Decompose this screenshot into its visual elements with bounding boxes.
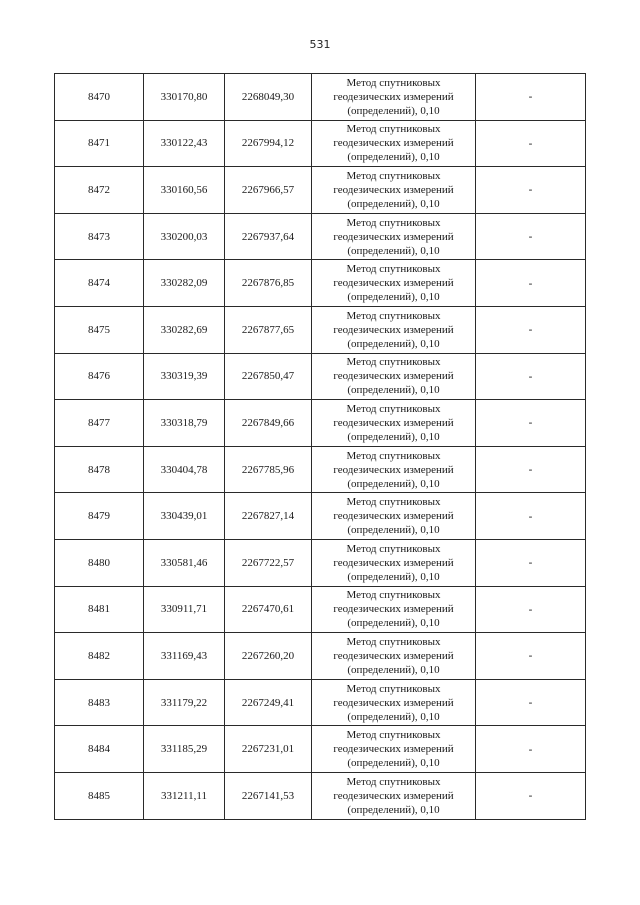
y-coordinate-cell: 2267249,41 [225, 679, 312, 726]
table-row [55, 679, 586, 726]
description-cell: - [476, 539, 586, 586]
method-text-line3: (определений), 0,10 [347, 104, 440, 117]
method-text-line1: Метод спутниковых [346, 402, 441, 415]
x-coordinate-cell: 331169,43 [144, 633, 225, 680]
method-text-line3: (определений), 0,10 [347, 477, 440, 490]
point-number-cell: 8476 [55, 353, 144, 400]
method-cell [312, 446, 476, 493]
method-text-line2: геодезических измерений [333, 463, 454, 476]
method-cell [312, 493, 476, 540]
coordinates-table-body [55, 74, 586, 820]
y-coordinate-cell: 2267966,57 [225, 167, 312, 214]
method-text-line1: Метод спутниковых [346, 635, 441, 648]
x-coordinate-cell: 330160,56 [144, 167, 225, 214]
description-cell: - [476, 493, 586, 540]
y-coordinate-cell: 2267785,96 [225, 446, 312, 493]
method-text-line3: (определений), 0,10 [347, 337, 440, 350]
x-coordinate-cell: 330911,71 [144, 586, 225, 633]
method-text-line3: (определений), 0,10 [347, 570, 440, 583]
method-text-line1: Метод спутниковых [346, 76, 441, 89]
x-coordinate-cell: 330319,39 [144, 353, 225, 400]
description-cell: - [476, 167, 586, 214]
method-text-line3: (определений), 0,10 [347, 291, 440, 304]
method-text-line2: геодезических измерений [333, 277, 454, 290]
table-row [55, 586, 586, 633]
method-text-line1: Метод спутниковых [346, 263, 441, 276]
description-cell: - [476, 260, 586, 307]
method-text-line1: Метод спутниковых [346, 496, 441, 509]
y-coordinate-cell: 2267850,47 [225, 353, 312, 400]
point-number-cell: 8478 [55, 446, 144, 493]
x-coordinate-cell: 330282,09 [144, 260, 225, 307]
description-cell: - [476, 633, 586, 680]
x-coordinate-cell: 331179,22 [144, 679, 225, 726]
description-cell: - [476, 446, 586, 493]
point-number-cell: 8484 [55, 726, 144, 773]
point-number-cell: 8471 [55, 120, 144, 167]
table-row [55, 120, 586, 167]
method-cell [312, 539, 476, 586]
method-cell [312, 353, 476, 400]
point-number-cell: 8472 [55, 167, 144, 214]
table-row [55, 726, 586, 773]
x-coordinate-cell: 330581,46 [144, 539, 225, 586]
y-coordinate-cell: 2267470,61 [225, 586, 312, 633]
table-row [55, 633, 586, 680]
description-cell: - [476, 586, 586, 633]
method-cell [312, 74, 476, 121]
method-text-line3: (определений), 0,10 [347, 710, 440, 723]
x-coordinate-cell: 330318,79 [144, 400, 225, 447]
y-coordinate-cell: 2267877,65 [225, 306, 312, 353]
method-text-line3: (определений), 0,10 [347, 663, 440, 676]
y-coordinate-cell: 2267260,20 [225, 633, 312, 680]
table-row [55, 167, 586, 214]
method-text-line1: Метод спутниковых [346, 589, 441, 602]
method-text-line1: Метод спутниковых [346, 449, 441, 462]
method-text-line2: геодезических измерений [333, 90, 454, 103]
method-text-line3: (определений), 0,10 [347, 244, 440, 257]
method-cell [312, 213, 476, 260]
point-number-cell: 8483 [55, 679, 144, 726]
method-text-line2: геодезических измерений [333, 789, 454, 802]
description-cell: - [476, 74, 586, 121]
method-text-line2: геодезических измерений [333, 649, 454, 662]
method-text-line3: (определений), 0,10 [347, 384, 440, 397]
method-text-line1: Метод спутниковых [346, 216, 441, 229]
description-cell: - [476, 213, 586, 260]
x-coordinate-cell: 331185,29 [144, 726, 225, 773]
description-cell: - [476, 306, 586, 353]
y-coordinate-cell: 2267937,64 [225, 213, 312, 260]
method-cell [312, 400, 476, 447]
method-text-line2: геодезических измерений [333, 510, 454, 523]
method-cell [312, 586, 476, 633]
y-coordinate-cell: 2267231,01 [225, 726, 312, 773]
description-cell: - [476, 726, 586, 773]
table-row [55, 306, 586, 353]
y-coordinate-cell: 2267849,66 [225, 400, 312, 447]
method-cell [312, 120, 476, 167]
description-cell: - [476, 772, 586, 819]
method-text-line3: (определений), 0,10 [347, 803, 440, 816]
method-cell [312, 679, 476, 726]
table-row [55, 539, 586, 586]
point-number-cell: 8482 [55, 633, 144, 680]
method-text-line2: геодезических измерений [333, 230, 454, 243]
point-number-cell: 8477 [55, 400, 144, 447]
method-cell [312, 633, 476, 680]
description-cell: - [476, 120, 586, 167]
y-coordinate-cell: 2267141,53 [225, 772, 312, 819]
method-cell [312, 726, 476, 773]
point-number-cell: 8473 [55, 213, 144, 260]
method-text-line1: Метод спутниковых [346, 775, 441, 788]
point-number-cell: 8481 [55, 586, 144, 633]
point-number-cell: 8470 [55, 74, 144, 121]
method-text-line2: геодезических измерений [333, 556, 454, 569]
method-text-line1: Метод спутниковых [346, 729, 441, 742]
method-text-line1: Метод спутниковых [346, 123, 441, 136]
method-text-line2: геодезических измерений [333, 743, 454, 756]
method-text-line1: Метод спутниковых [346, 682, 441, 695]
y-coordinate-cell: 2267876,85 [225, 260, 312, 307]
point-number-cell: 8475 [55, 306, 144, 353]
y-coordinate-cell: 2267827,14 [225, 493, 312, 540]
table-row [55, 353, 586, 400]
method-text-line1: Метод спутниковых [346, 169, 441, 182]
method-text-line2: геодезических измерений [333, 183, 454, 196]
method-cell [312, 167, 476, 214]
y-coordinate-cell: 2267722,57 [225, 539, 312, 586]
x-coordinate-cell: 330170,80 [144, 74, 225, 121]
table-row [55, 400, 586, 447]
method-text-line2: геодезических измерений [333, 370, 454, 383]
method-text-line2: геодезических измерений [333, 323, 454, 336]
method-text-line3: (определений), 0,10 [347, 617, 440, 630]
method-text-line2: геодезических измерений [333, 137, 454, 150]
point-number-cell: 8474 [55, 260, 144, 307]
method-cell [312, 306, 476, 353]
method-text-line3: (определений), 0,10 [347, 757, 440, 770]
x-coordinate-cell: 330282,69 [144, 306, 225, 353]
table-row [55, 74, 586, 121]
table-row [55, 446, 586, 493]
method-text-line2: геодезических измерений [333, 603, 454, 616]
description-cell: - [476, 353, 586, 400]
table-row [55, 493, 586, 540]
coordinates-table [54, 73, 586, 820]
point-number-cell: 8479 [55, 493, 144, 540]
page-number: 531 [309, 38, 331, 51]
method-text-line3: (определений), 0,10 [347, 151, 440, 164]
table-row [55, 213, 586, 260]
method-text-line2: геодезических измерений [333, 696, 454, 709]
method-text-line3: (определений), 0,10 [347, 524, 440, 537]
method-cell [312, 260, 476, 307]
x-coordinate-cell: 330439,01 [144, 493, 225, 540]
x-coordinate-cell: 331211,11 [144, 772, 225, 819]
point-number-cell: 8485 [55, 772, 144, 819]
method-text-line2: геодезических измерений [333, 416, 454, 429]
y-coordinate-cell: 2268049,30 [225, 74, 312, 121]
point-number-cell: 8480 [55, 539, 144, 586]
table-row [55, 772, 586, 819]
method-text-line1: Метод спутниковых [346, 309, 441, 322]
x-coordinate-cell: 330404,78 [144, 446, 225, 493]
method-cell [312, 772, 476, 819]
description-cell: - [476, 679, 586, 726]
x-coordinate-cell: 330200,03 [144, 213, 225, 260]
method-text-line3: (определений), 0,10 [347, 197, 440, 210]
x-coordinate-cell: 330122,43 [144, 120, 225, 167]
y-coordinate-cell: 2267994,12 [225, 120, 312, 167]
method-text-line1: Метод спутниковых [346, 542, 441, 555]
description-cell: - [476, 400, 586, 447]
table-row [55, 260, 586, 307]
method-text-line3: (определений), 0,10 [347, 430, 440, 443]
method-text-line1: Метод спутниковых [346, 356, 441, 369]
